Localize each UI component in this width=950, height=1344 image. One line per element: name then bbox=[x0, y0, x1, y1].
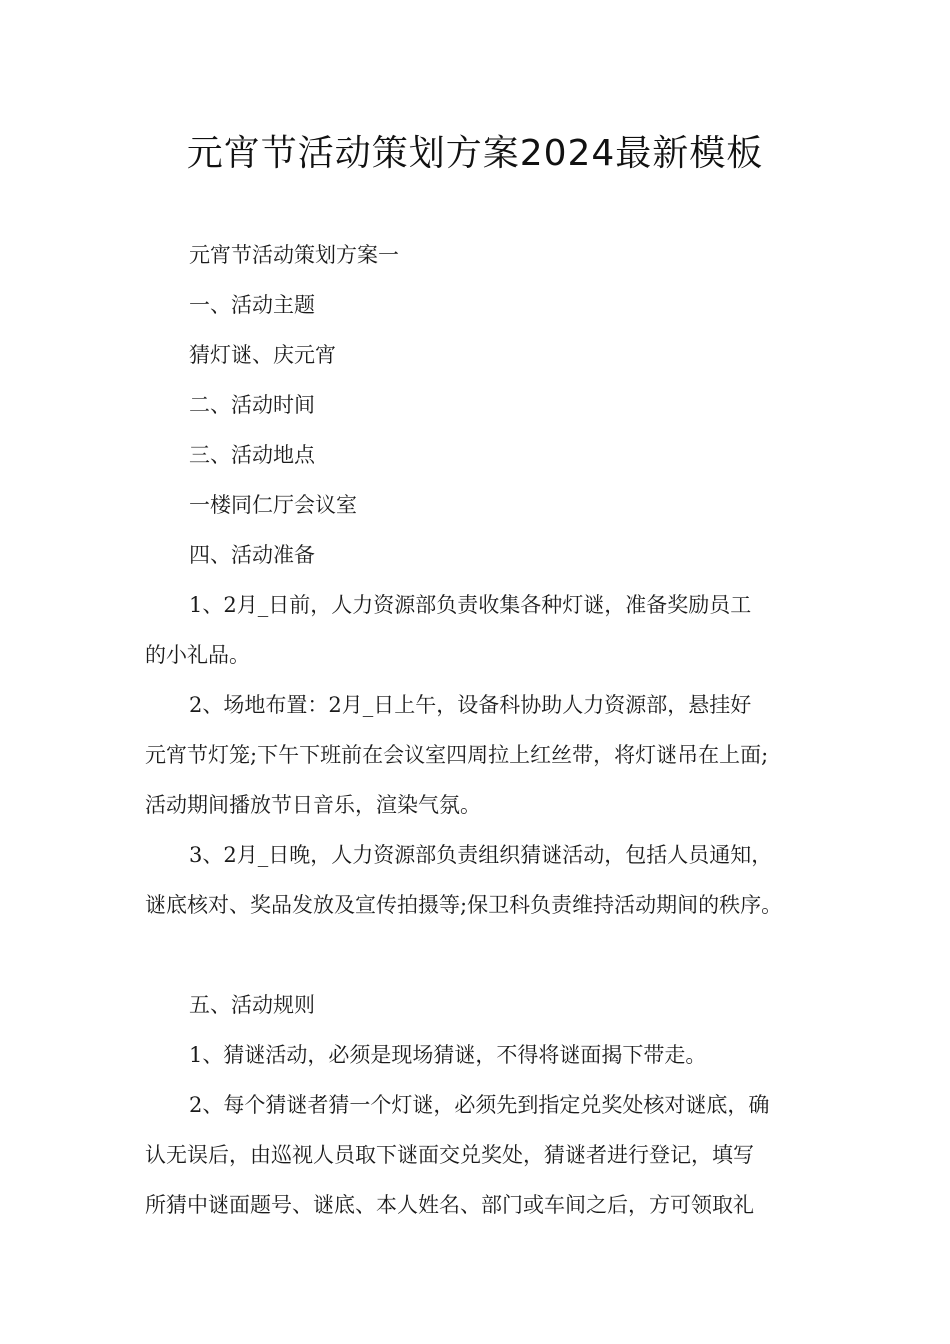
paragraph-line: 猜灯谜、庆元宵 bbox=[189, 343, 336, 367]
paragraph-line: 认无误后，由巡视人员取下谜面交兑奖处，猜谜者进行登记，填写 bbox=[145, 1143, 754, 1167]
paragraph-gap bbox=[145, 930, 817, 980]
paragraph-line: 所猜中谜面题号、谜底、本人姓名、部门或车间之后，方可领取礼 bbox=[145, 1193, 754, 1217]
paragraph-line: 3、2月_日晚，人力资源部负责组织猜谜活动，包括人员通知， bbox=[189, 843, 773, 867]
document-title: 元宵节活动策划方案2024最新模板 bbox=[186, 133, 764, 174]
paragraph-line: 1、2月_日前，人力资源部负责收集各种灯谜，准备奖励员工 bbox=[189, 593, 752, 617]
section-heading: 五、活动规则 bbox=[189, 993, 315, 1017]
document-body bbox=[145, 230, 817, 1230]
section-heading: 二、活动时间 bbox=[189, 393, 315, 417]
paragraph-line: 2、场地布置：2月_日上午，设备科协助人力资源部，悬挂好 bbox=[189, 693, 752, 717]
paragraph-line: 1、猜谜活动，必须是现场猜谜，不得将谜面揭下带走。 bbox=[189, 1043, 707, 1067]
paragraph-line: 活动期间播放节日音乐，渲染气氛。 bbox=[145, 793, 481, 817]
section-heading: 四、活动准备 bbox=[189, 543, 315, 567]
paragraph-line: 元宵节灯笼;下午下班前在会议室四周拉上红丝带，将灯谜吊在上面; bbox=[145, 743, 769, 767]
paragraph-line: 2、每个猜谜者猜一个灯谜，必须先到指定兑奖处核对谜底，确 bbox=[189, 1093, 770, 1117]
paragraph-line: 谜底核对、奖品发放及宣传拍摄等;保卫科负责维持活动期间的秩序。 bbox=[145, 893, 783, 917]
paragraph-line: 一楼同仁厅会议室 bbox=[189, 493, 357, 517]
section-heading: 一、活动主题 bbox=[189, 293, 315, 317]
paragraph-line: 的小礼品。 bbox=[145, 643, 250, 667]
section-heading: 三、活动地点 bbox=[189, 443, 315, 467]
section-heading: 元宵节活动策划方案一 bbox=[189, 243, 399, 267]
